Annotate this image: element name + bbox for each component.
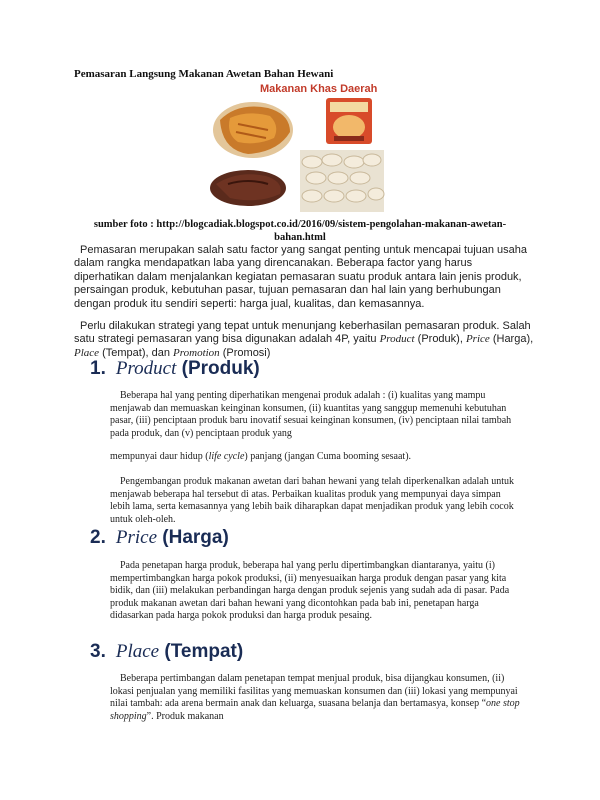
snack-package-image [326,98,372,144]
section-heading-price: 2. Price (Harga) [90,527,229,548]
document-title: Pemasaran Langsung Makanan Awetan Bahan Hewani [74,68,334,80]
section-heading-product: 1. Product (Produk) [90,358,260,379]
product-paragraph-1-end: mempunyai daur hidup (life cycle) panjang (jangan Cuma booming sesaat). [110,451,412,462]
intro-paragraph: Pemasaran merupakan salah satu factor yang sangat penting untuk mencapai tujuan usaha dalam rangka mendapatkan laba yang direncanakan. Beberapa factor yang harus diperhatikan dalam menjalankan kegiatan pemasaran suatu produk antara lain jenis produk, persaingan produk, kebutuhan pasar, tujuan pemasaran dan hal lain yang berhubungan dengan produk itu sendiri seperti: harga jual, kualitas, dan kemasannya. [74,244,528,310]
product-paragraph-2: Pengembangan produk makanan awetan dari bahan hewani yang telah diperkenalkan adalah untuk menjawab beberapa hal tersebut di atas. Perbaikan kualitas produk yang mempunyai daya simpan lebih lama, serta kemasannya yang lebih baik diharapkan dapat menjadikan produk yang lebih cocok untuk oleh-oleh. [110,476,515,525]
food-photo-collage [208,80,386,214]
photo-banner-text: Makanan Khas Daerah [260,83,378,95]
product-paragraph-1: Beberapa hal yang penting diperhatikan mengenai produk adalah : (i) kualitas yang mampu menjawab dan memuaskan keinginan konsumen, (ii) kuantitas yang sanggup memenuhi kebutuhan pasar, (iii) penciptaan produk baru inovatif sesuai keinginan konsumen, (iv) penciptaan nilai tambah pada produk, dan (v) penciptaan produk yang [110,390,512,439]
packaged-dried-meat-image [213,102,293,158]
section-heading-place: 3. Place (Tempat) [90,641,244,662]
crackers-image [300,150,384,212]
photo-caption: sumber foto : http://blogcadiak.blogspot.co.id/2016/09/sistem-pengolahan-makanan-awetan-bahan.html [93,219,507,243]
price-paragraph: Pada penetapan harga produk, beberapa hal yang perlu dipertimbangkan diantaranya, yaitu (i) mempertimbangkan harga pokok produksi, (ii) menyesuaikan harga produk dengan pasar yang kita bidik, dan (iii) melakukan perbandingan harga dengan produk sejenis yang sudah ada di pasar. Pada produk makanan awetan dari bahan hewani yang dicontohkan pada bab ini, penetapan harga didasarkan pada harga pokok produksi dan harga produk pesaing. [110,560,510,622]
dried-meat-slices-image [210,170,286,206]
place-paragraph: Beberapa pertimbangan dalam penetapan tempat menjual produk, bisa dijangkau konsumen, (ii) lokasi penjualan yang memiliki fasilitas yang memuaskan konsumen dan (iii) lokasi yang mempunyai nilai tambah: ada arena bermain anak dan keluarga, suasana belanja dan bertamasya, konsep “one stop shopping”. Produk makanan [110,673,520,722]
strategy-paragraph: Perlu dilakukan strategi yang tepat untuk menunjang keberhasilan pemasaran produk. Salah satu strategi pemasaran yang bisa digunakan adalah 4P, yaitu Product (Produk), Price (Harga), Place (Tempat), dan Promotion (Promosi) [74,320,534,359]
